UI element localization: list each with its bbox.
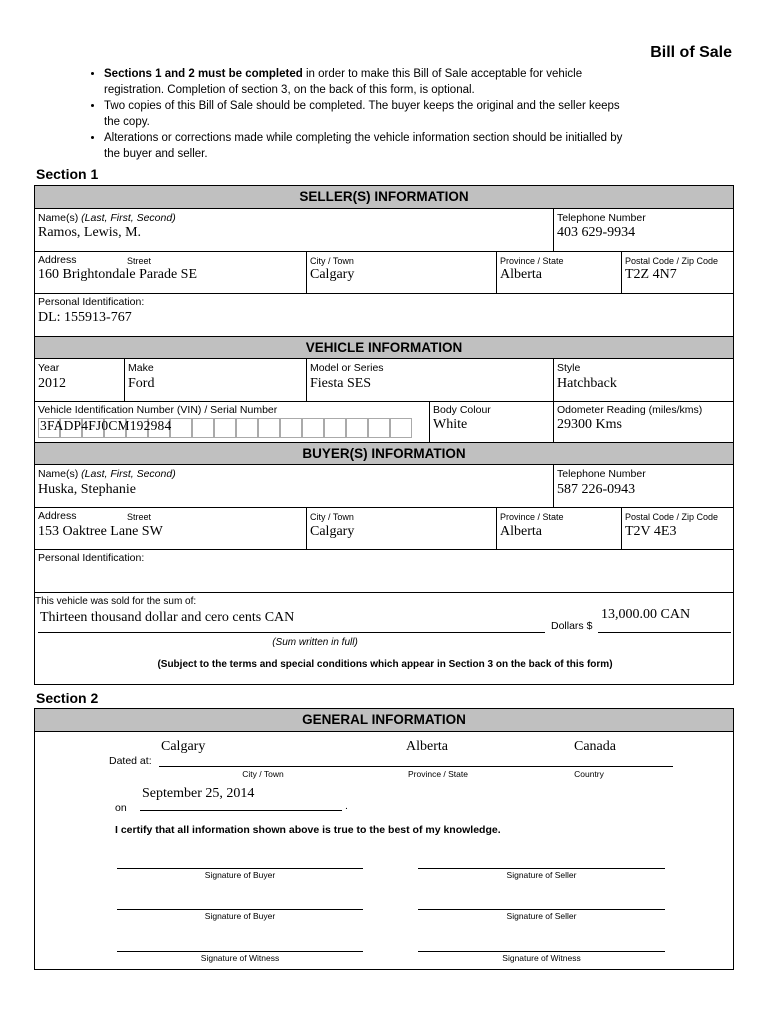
sig-witness-2-caption: Signature of Witness: [502, 953, 581, 963]
sig-buyer-1-caption: Signature of Buyer: [204, 870, 276, 880]
seller-street-label: Street: [127, 256, 152, 266]
buyer-province-value[interactable]: Alberta: [500, 524, 542, 539]
certify-statement: I certify that all information shown above is true to the best of my knowledge.: [115, 824, 501, 836]
section1-heading: Section 1: [36, 166, 99, 182]
dated-province-value[interactable]: Alberta: [406, 739, 448, 754]
model-value[interactable]: Fiesta SES: [310, 376, 372, 391]
buyer-postal-label: Postal Code / Zip Code: [625, 512, 719, 522]
buyer-name-value[interactable]: Huska, Stephanie: [38, 482, 136, 497]
on-label: on: [115, 802, 127, 814]
model-label: Model or Series: [310, 362, 384, 374]
seller-city-value[interactable]: Calgary: [310, 267, 355, 282]
seller-name-label: Name(s) (Last, First, Second): [38, 212, 176, 224]
sold-label: This vehicle was sold for the sum of:: [35, 596, 197, 607]
vin-label: Vehicle Identification Number (VIN) / Serial Number: [38, 404, 278, 416]
section2-form: [34, 708, 734, 970]
general-band: GENERAL INFORMATION: [35, 709, 733, 732]
seller-id-value[interactable]: DL: 155913-767: [38, 310, 132, 325]
sig-seller-2-caption: Signature of Seller: [506, 911, 577, 921]
instruction-item: • Sections 1 and 2 must be completed in order to make this Bill of Sale acceptable for vehicle registration. Completion of section 3, on the back of this form, is optional.: [104, 66, 624, 98]
make-value[interactable]: Ford: [128, 376, 155, 391]
page-title: Bill of Sale: [650, 44, 732, 61]
sig-buyer-2-caption: Signature of Buyer: [204, 911, 276, 921]
seller-phone-value[interactable]: 403 629-9934: [557, 225, 636, 240]
odometer-label: Odometer Reading (miles/kms): [557, 404, 703, 416]
style-label: Style: [557, 362, 581, 374]
seller-street-value[interactable]: 160 Brightondale Parade SE: [38, 267, 198, 282]
section2-heading: Section 2: [36, 690, 99, 706]
buyer-street-value[interactable]: 153 Oaktree Lane SW: [38, 524, 163, 539]
date-value[interactable]: September 25, 2014: [142, 786, 255, 801]
buyer-name-label: Name(s) (Last, First, Second): [38, 468, 176, 480]
section1-form: [34, 185, 734, 685]
buyer-band: BUYER(S) INFORMATION: [35, 442, 733, 465]
seller-band: SELLER(S) INFORMATION: [35, 186, 733, 209]
buyer-phone-value[interactable]: 587 226-0943: [557, 482, 636, 497]
buyer-address-label: Address: [38, 510, 77, 522]
make-label: Make: [128, 362, 154, 374]
vehicle-band: VEHICLE INFORMATION: [35, 336, 733, 359]
sum-amount-value[interactable]: 13,000.00 CAN: [601, 607, 691, 622]
buyer-city-label: City / Town: [310, 512, 354, 522]
odometer-value[interactable]: 29300 Kms: [557, 417, 622, 432]
sum-caption: (Sum written in full): [272, 637, 358, 648]
city-caption: City / Town: [242, 769, 284, 779]
country-caption: Country: [574, 769, 604, 779]
seller-address-label: Address: [38, 254, 77, 266]
seller-id-label: Personal Identification:: [38, 296, 145, 308]
dated-country-value[interactable]: Canada: [574, 739, 616, 754]
sum-written-value[interactable]: Thirteen thousand dollar and cero cents CAN: [40, 610, 295, 625]
instruction-item: • Alterations or corrections made while completing the vehicle information section should be initialled by the buyer and seller.: [104, 130, 624, 162]
instruction-item: • Two copies of this Bill of Sale should be completed. The buyer keeps the original and the seller keeps the copy.: [104, 98, 624, 130]
colour-label: Body Colour: [433, 404, 491, 416]
buyer-street-label: Street: [127, 512, 152, 522]
vin-value[interactable]: 3FADP4FJ0CM192984: [40, 418, 172, 433]
buyer-city-value[interactable]: Calgary: [310, 524, 355, 539]
seller-city-label: City / Town: [310, 256, 354, 266]
dated-at-label: Dated at:: [109, 755, 152, 767]
terms-note: (Subject to the terms and special conditions which appear in Section 3 on the back of this form): [157, 659, 613, 670]
date-period: .: [345, 800, 348, 812]
province-caption: Province / State: [407, 769, 468, 779]
dollars-label: Dollars $: [551, 620, 593, 632]
instructions-list: [88, 66, 624, 162]
seller-province-label: Province / State: [500, 256, 564, 266]
style-value[interactable]: Hatchback: [557, 376, 617, 391]
seller-postal-label: Postal Code / Zip Code: [625, 256, 719, 266]
buyer-id-label: Personal Identification:: [38, 552, 145, 564]
seller-name-value[interactable]: Ramos, Lewis, M.: [38, 225, 142, 240]
year-value[interactable]: 2012: [38, 376, 66, 391]
buyer-phone-label: Telephone Number: [557, 468, 646, 480]
seller-postal-value[interactable]: T2Z 4N7: [625, 267, 677, 282]
buyer-province-label: Province / State: [500, 512, 564, 522]
year-label: Year: [38, 362, 60, 374]
seller-phone-label: Telephone Number: [557, 212, 646, 224]
colour-value[interactable]: White: [433, 417, 468, 432]
buyer-postal-value[interactable]: T2V 4E3: [625, 524, 677, 539]
sig-seller-1-caption: Signature of Seller: [506, 870, 577, 880]
sig-witness-1-caption: Signature of Witness: [200, 953, 280, 963]
seller-province-value[interactable]: Alberta: [500, 267, 542, 282]
dated-city-value[interactable]: Calgary: [161, 739, 206, 754]
